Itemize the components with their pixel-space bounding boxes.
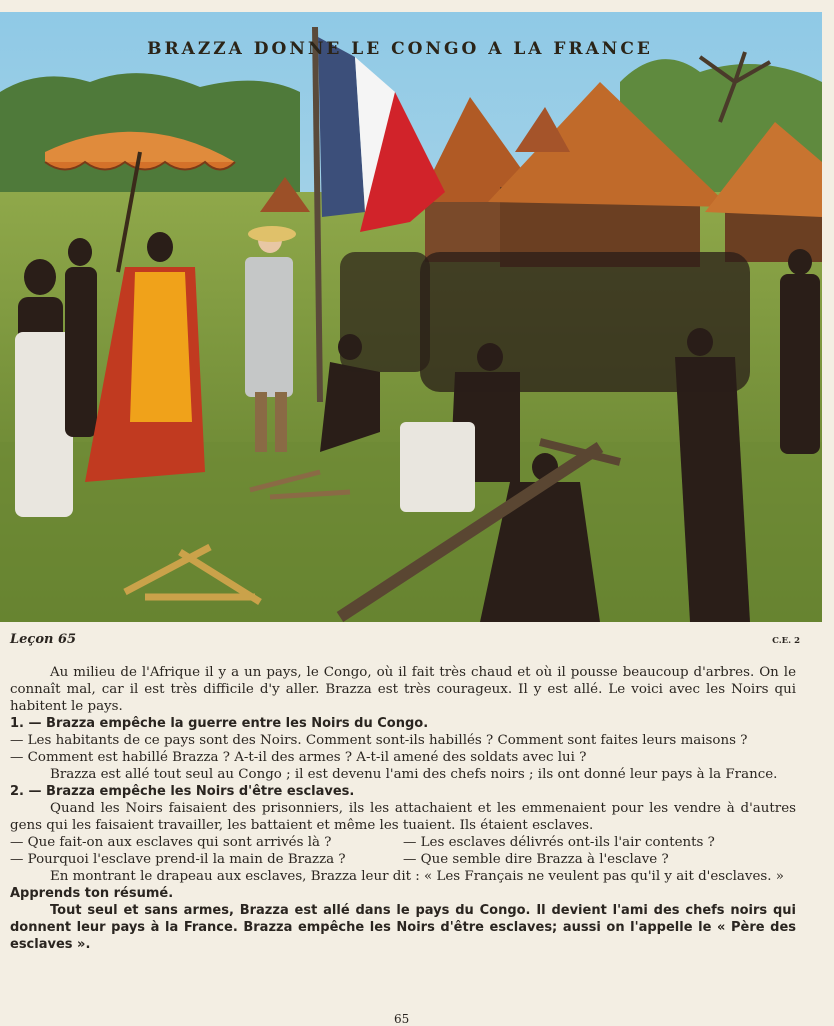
section-1-question-1: — Les habitants de ce pays sont des Noirs. Comment sont-ils habillés ? Comment sont faites leurs maisons ? — [10, 733, 748, 748]
lesson-text — [10, 664, 796, 953]
section-2-question-3: — Pourquoi l'esclave prend-il la main de Brazza ? — [10, 852, 346, 867]
intro-paragraph: Au milieu de l'Afrique il y a un pays, le Congo, où il fait très chaud et où il pousse beaucoup d'arbres. On le connaît mal, car il est très difficile d'y aller. Brazza est très courageux. Il y est allé. Le voici avec les Noirs qui habitent le pays. — [10, 665, 796, 714]
page-number: 65 — [394, 1012, 410, 1026]
summary-title: Apprends ton résumé. — [10, 886, 174, 901]
section-2-question-2: — Les esclaves délivrés ont-ils l'air contents ? — [403, 835, 715, 850]
section-2-heading: 2. — Brazza empêche les Noirs d'être esclaves. — [10, 784, 355, 799]
section-2-quote: En montrant le drapeau aux esclaves, Brazza leur dit : « Les Français ne veulent pas qu'il y ait d'esclaves. » — [50, 869, 784, 884]
section-2-questions-row-1 — [10, 834, 796, 851]
lesson-label: Leçon 65 — [10, 632, 77, 647]
level-label: C.E. 2 — [772, 636, 800, 646]
section-2-questions-row-2 — [10, 851, 796, 868]
section-2-text: Quand les Noirs faisaient des prisonniers, ils les attachaient et les emmenaient pour les vendre à d'autres gens qui les faisaient travailler, les battaient et même les tuaient. Ils étaient esclaves. — [10, 801, 796, 833]
illustration — [0, 12, 822, 622]
section-2-question-1: — Que fait-on aux esclaves qui sont arrivés là ? — [10, 835, 332, 850]
section-2-question-4: — Que semble dire Brazza à l'esclave ? — [403, 852, 669, 867]
congo-scene-picture — [0, 12, 822, 622]
illustration-title: BRAZZA DONNE LE CONGO A LA FRANCE — [147, 39, 653, 59]
section-1-question-2: — Comment est habillé Brazza ? A-t-il des armes ? A-t-il amené des soldats avec lui ? — [10, 750, 587, 765]
section-1-heading: 1. — Brazza empêche la guerre entre les Noirs du Congo. — [10, 716, 429, 731]
summary-text: Tout seul et sans armes, Brazza est allé dans le pays du Congo. Il devient l'ami des chefs noirs qui donnent leur pays à la France. Brazza empêche les Noirs d'être esclaves; aussi on l'appelle le « Père des esclaves ». — [10, 903, 796, 952]
lesson-header — [10, 632, 800, 652]
section-1-text: Brazza est allé tout seul au Congo ; il est devenu l'ami des chefs noirs ; ils ont donné leur pays à la France. — [50, 767, 778, 782]
